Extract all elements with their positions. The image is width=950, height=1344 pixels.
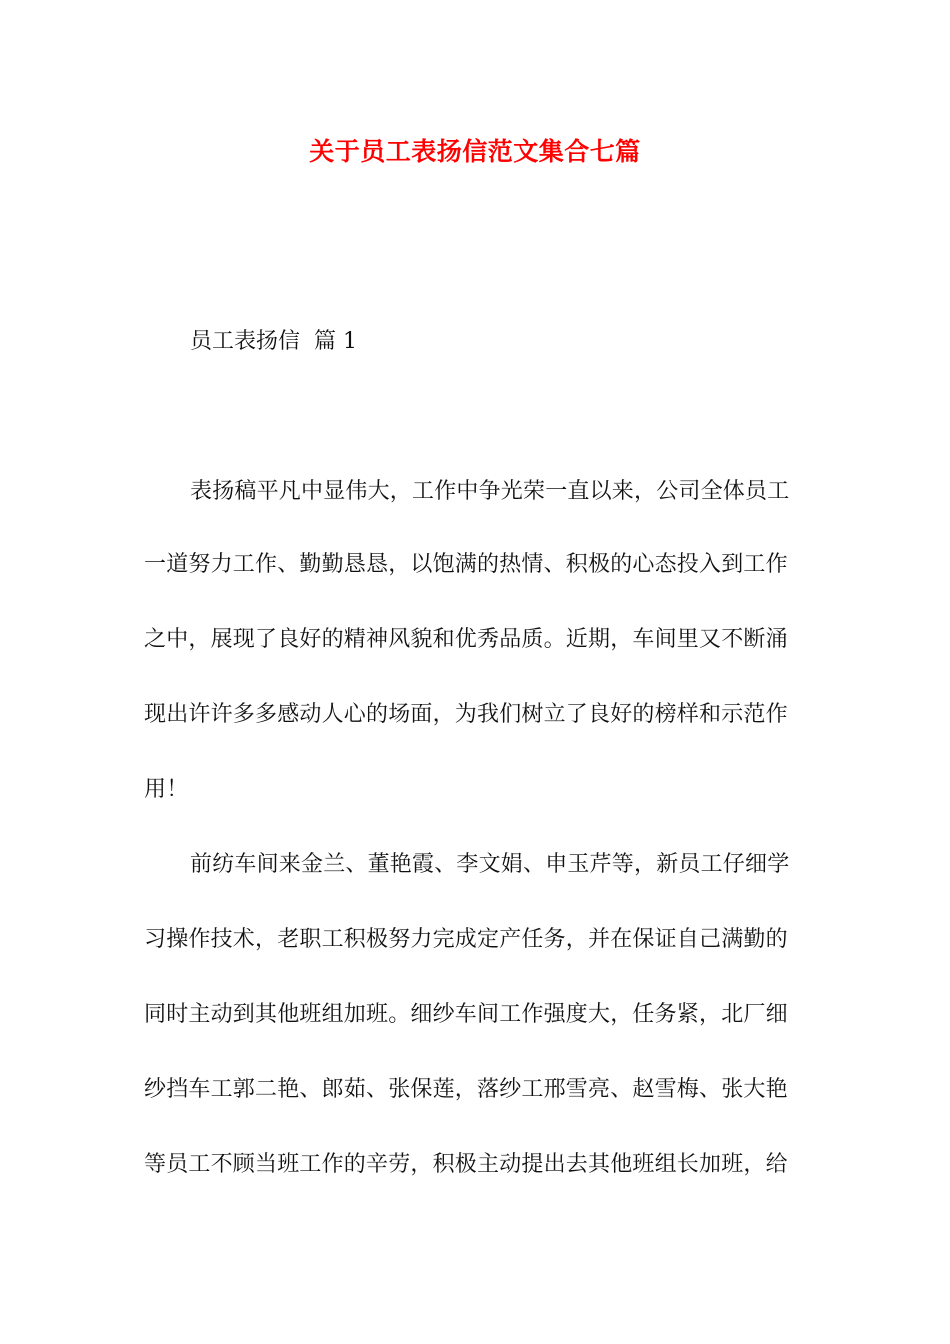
paragraph-line: 等员工不顾当班工作的辛劳，积极主动提出去其他班组长加班，给 — [144, 1152, 788, 1177]
document-title: 关于员工表扬信范文集合七篇 — [309, 137, 641, 166]
paragraph-line: 一道努力工作、勤勤恳恳，以饱满的热情、积极的心态投入到工作 — [144, 552, 788, 577]
paragraph-line: 纱挡车工郭二艳、郎茹、张保莲，落纱工邢雪亮、赵雪梅、张大艳 — [144, 1077, 788, 1102]
paragraph-line: 现出许许多多感动人心的场面，为我们树立了良好的榜样和示范作 — [144, 702, 788, 727]
paragraph-line: 表扬稿平凡中显伟大，工作中争光荣一直以来，公司全体员工 — [190, 479, 790, 504]
paragraph-line: 之中，展现了良好的精神风貌和优秀品质。近期，车间里又不断涌 — [144, 627, 788, 652]
paragraph-line: 前纺车间来金兰、董艳霞、李文娟、申玉芹等，新员工仔细学 — [190, 852, 790, 877]
paragraph-line: 用！ — [144, 777, 189, 802]
paragraph-line: 同时主动到其他班组加班。细纱车间工作强度大，任务紧，北厂细 — [144, 1002, 788, 1027]
section-heading: 员工表扬信 篇 1 — [190, 329, 357, 354]
paragraph-line: 习操作技术，老职工积极努力完成定产任务，并在保证自己满勤的 — [144, 927, 788, 952]
